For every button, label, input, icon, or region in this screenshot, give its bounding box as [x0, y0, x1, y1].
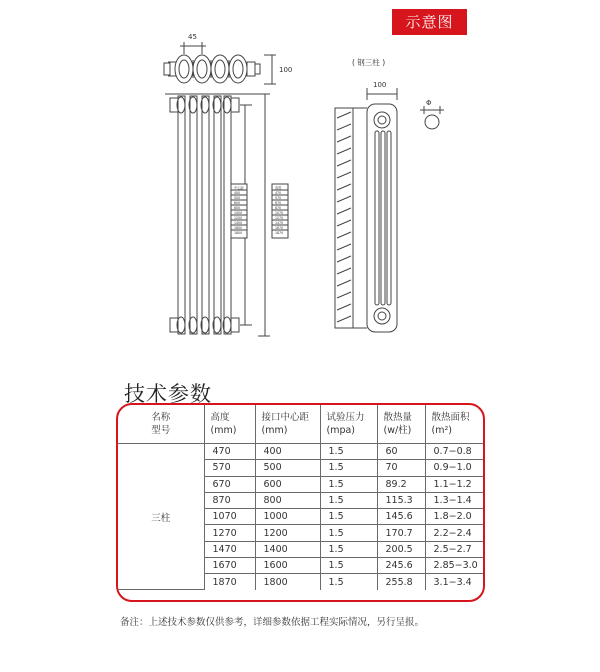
spec-table — [118, 405, 483, 590]
table-row — [118, 444, 483, 460]
cell-test-pressure: 1.5 — [320, 558, 377, 574]
header-center-distance: 接口中心距 (mm) — [255, 405, 320, 444]
inner-label: 1670 — [275, 226, 284, 230]
cell-center-distance: 800 — [255, 492, 320, 508]
header-model: 名称 型号 — [118, 405, 204, 444]
inner-label: 1200 — [234, 216, 243, 220]
cell-test-pressure: 1.5 — [320, 460, 377, 476]
inner-label: 1070 — [275, 211, 284, 215]
inner-label: 800 — [234, 206, 241, 210]
cell-height: 470 — [204, 444, 255, 460]
cell-heat-output: 170.7 — [377, 525, 425, 541]
cell-height: 870 — [204, 492, 255, 508]
cell-test-pressure: 1.5 — [320, 541, 377, 557]
cell-test-pressure: 1.5 — [320, 509, 377, 525]
footnote: 备注：上述技术参数仅供参考，详细参数依据工程实际情况，另行呈报。 — [120, 617, 425, 628]
cell-height: 1470 — [204, 541, 255, 557]
cell-center-distance: 600 — [255, 476, 320, 492]
cell-height: 1870 — [204, 574, 255, 590]
cell-heat-output: 200.5 — [377, 541, 425, 557]
top-view — [164, 42, 276, 84]
dim-depth-label: 100 — [279, 66, 293, 74]
spec-table-frame — [116, 403, 485, 602]
cell-test-pressure: 1.5 — [320, 444, 377, 460]
cell-heat-area: 2.2−2.4 — [425, 525, 483, 541]
inner-label: 470 — [275, 191, 282, 195]
dim-pitch-label: 45 — [188, 33, 197, 41]
dim-phi-label: Φ — [426, 99, 432, 107]
cell-heat-output: 245.6 — [377, 558, 425, 574]
diagram-badge: 示意图 — [392, 9, 467, 35]
front-view — [165, 94, 288, 336]
inner-label: 500 — [234, 196, 241, 200]
cell-center-distance: 400 — [255, 444, 320, 460]
inner-label: 1800 — [234, 231, 243, 235]
cell-heat-area: 1.8−2.0 — [425, 509, 483, 525]
dim-width-label: 100 — [373, 81, 387, 89]
cell-heat-area: 0.9−1.0 — [425, 460, 483, 476]
inner-label: 400 — [234, 191, 241, 195]
inner-label: 570 — [275, 196, 282, 200]
cell-height: 1270 — [204, 525, 255, 541]
header-height: 高度 (mm) — [204, 405, 255, 444]
header-test-pressure: 试验压力 (mpa) — [320, 405, 377, 444]
cell-model: 三柱 — [118, 444, 204, 590]
cell-center-distance: 1000 — [255, 509, 320, 525]
cell-height: 1670 — [204, 558, 255, 574]
cell-heat-output: 60 — [377, 444, 425, 460]
cell-heat-output: 89.2 — [377, 476, 425, 492]
inner-label: 1470 — [275, 221, 284, 225]
cell-heat-area: 3.1−3.4 — [425, 574, 483, 590]
cell-heat-area: 1.3−1.4 — [425, 492, 483, 508]
header-heat-output: 散热量 (w/柱) — [377, 405, 425, 444]
cell-center-distance: 1400 — [255, 541, 320, 557]
cell-heat-output: 145.6 — [377, 509, 425, 525]
inner-label: 1270 — [275, 216, 284, 220]
cell-center-distance: 1600 — [255, 558, 320, 574]
cell-center-distance: 1800 — [255, 574, 320, 590]
inner-label: 1000 — [234, 211, 243, 215]
inner-label: 高度 — [275, 186, 282, 190]
cell-test-pressure: 1.5 — [320, 525, 377, 541]
inner-label: 中心距 — [234, 186, 244, 190]
cell-heat-area: 1.1−1.2 — [425, 476, 483, 492]
inner-label: 670 — [275, 201, 282, 205]
cell-test-pressure: 1.5 — [320, 476, 377, 492]
cell-heat-output: 70 — [377, 460, 425, 476]
cell-height: 570 — [204, 460, 255, 476]
cell-test-pressure: 1.5 — [320, 574, 377, 590]
inner-label: 1870 — [275, 231, 284, 235]
cell-center-distance: 1200 — [255, 525, 320, 541]
table-header-row — [118, 405, 483, 444]
inner-label: 870 — [275, 206, 282, 210]
inner-label: 600 — [234, 201, 241, 205]
spec-title: 技术参数 — [124, 382, 212, 406]
side-view — [335, 88, 444, 332]
cell-center-distance: 500 — [255, 460, 320, 476]
series-label: ( 钢三柱 ) — [352, 58, 386, 67]
cell-test-pressure: 1.5 — [320, 492, 377, 508]
cell-height: 1070 — [204, 509, 255, 525]
cell-heat-output: 255.8 — [377, 574, 425, 590]
cell-heat-area: 2.5−2.7 — [425, 541, 483, 557]
inner-label: 1600 — [234, 226, 243, 230]
cell-height: 670 — [204, 476, 255, 492]
inner-label: 1400 — [234, 221, 243, 225]
header-heat-area: 散热面积 (m²) — [425, 405, 483, 444]
cell-heat-output: 115.3 — [377, 492, 425, 508]
cell-heat-area: 2.85−3.0 — [425, 558, 483, 574]
cell-heat-area: 0.7−0.8 — [425, 444, 483, 460]
